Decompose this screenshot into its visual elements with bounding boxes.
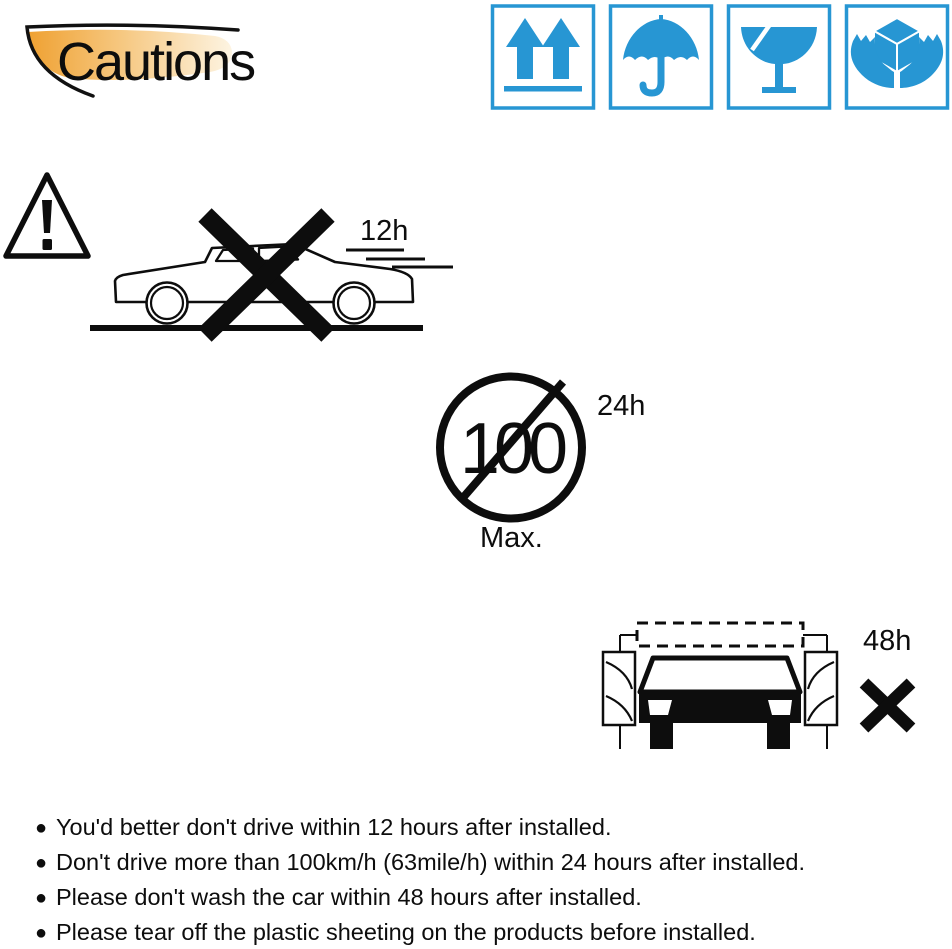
speed-limit-time-label: 24h [597, 390, 646, 422]
note-item [30, 915, 945, 949]
bullet-icon: ● [35, 851, 48, 874]
bullet-icon: ● [35, 816, 48, 839]
speed-limit-figure [433, 369, 663, 559]
no-drive-12h-figure [90, 200, 462, 342]
speed-limit-caption: Max. [480, 522, 543, 554]
packaging-icons [490, 3, 950, 111]
fragile-icon [726, 3, 832, 111]
no-drive-time-label: 12h [360, 215, 409, 247]
notes-list [30, 810, 945, 949]
speed-limit-value: 100 [459, 409, 563, 489]
bullet-icon: ● [35, 886, 48, 909]
keep-dry-icon [608, 3, 714, 111]
note-text: Please tear off the plastic sheeting on the products before installed. [56, 919, 756, 945]
note-text: You'd better don't drive within 12 hours after installed. [56, 814, 612, 840]
car-wash-figure [595, 605, 947, 773]
this-side-up-icon [490, 3, 596, 111]
note-text: Please don't wash the car within 48 hours after installed. [56, 884, 642, 910]
note-item [30, 845, 945, 880]
handle-with-care-icon [844, 3, 950, 111]
no-wash-time-label: 48h [863, 625, 912, 657]
cross-icon [864, 683, 911, 728]
note-text: Don't drive more than 100km/h (63mile/h) within 24 hours after installed. [56, 849, 806, 875]
note-item [30, 880, 945, 915]
cautions-logo [15, 10, 277, 112]
page-title: Cautions [57, 32, 255, 92]
warning-triangle-icon [2, 169, 92, 262]
car-front-icon [639, 658, 801, 749]
bullet-icon: ● [35, 921, 48, 944]
note-item [30, 810, 945, 845]
